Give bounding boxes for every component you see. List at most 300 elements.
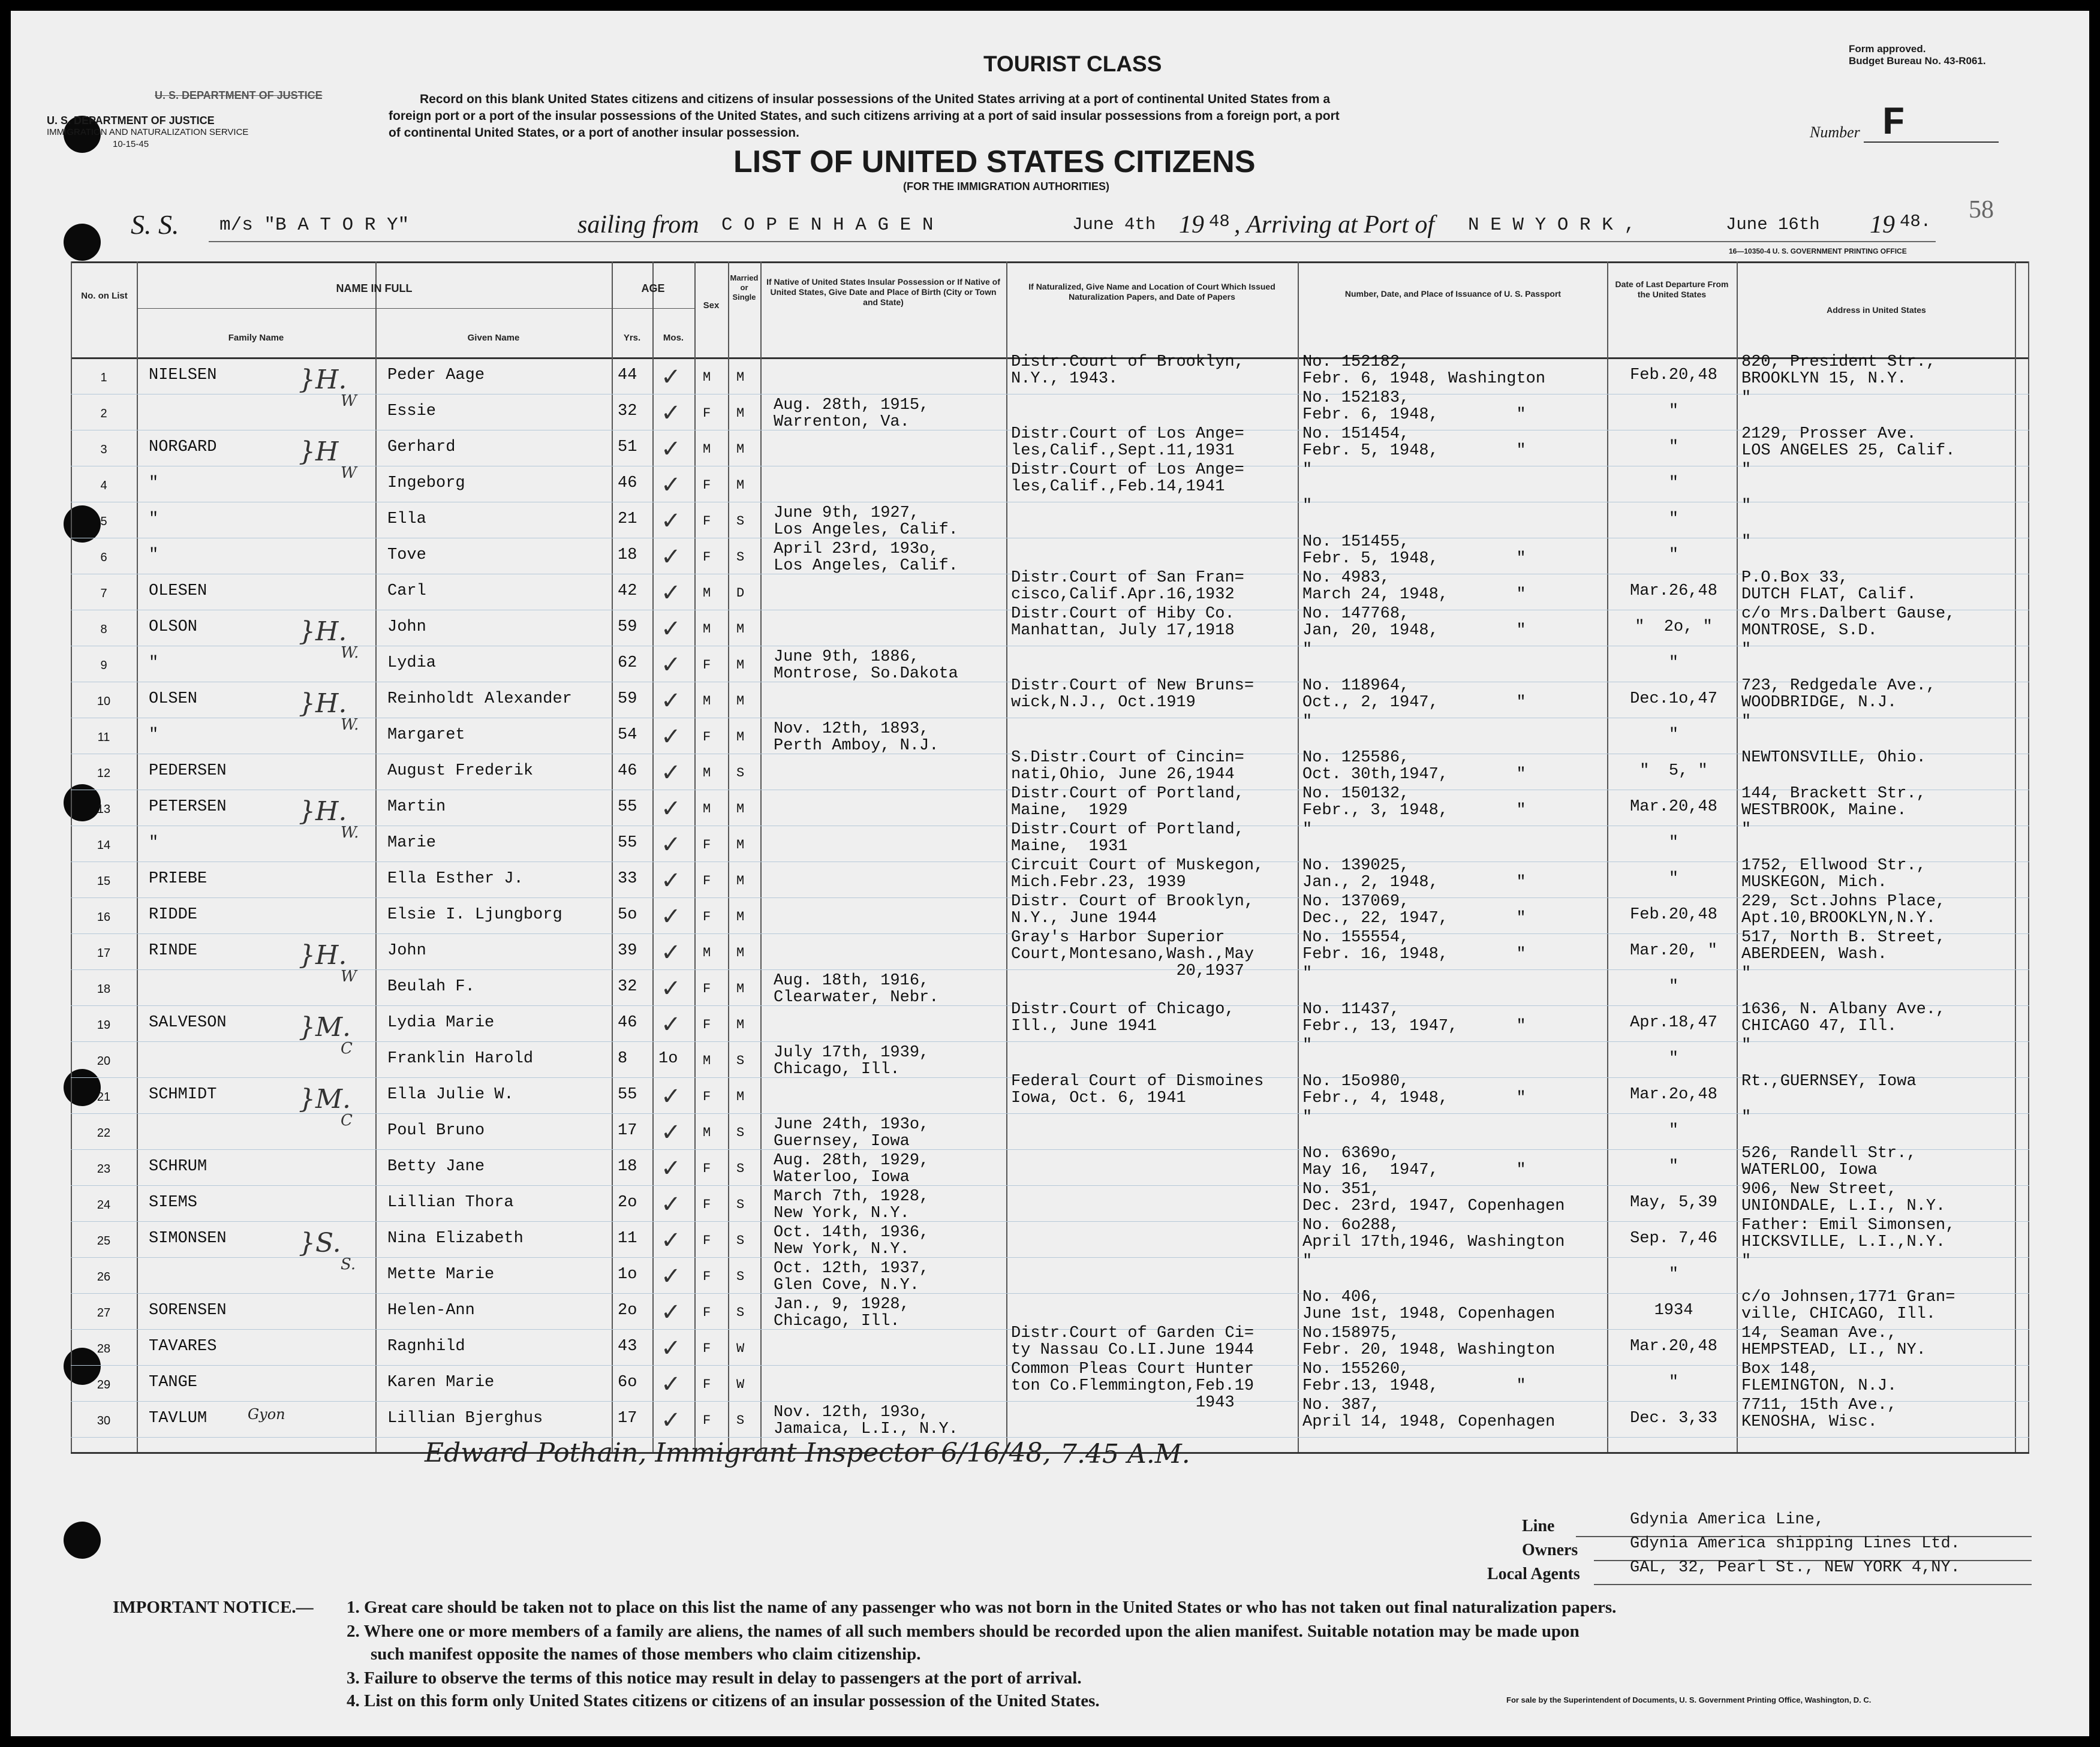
cell-departure: Apr.18,47 <box>1630 1014 1717 1032</box>
family-brace-mark: }H <box>299 436 339 467</box>
cell-departure: " 5, " <box>1639 762 1708 780</box>
cell-birth: June 24th, 193o, Guernsey, Iowa <box>774 1116 929 1150</box>
class-title: TOURIST CLASS <box>983 52 1162 76</box>
year-prefix-1: 19 <box>1179 211 1204 239</box>
cell-address: P.O.Box 33, DUTCH FLAT, Calif. <box>1741 569 1917 604</box>
header-married-single: Married or Single <box>730 273 759 302</box>
cell-naturalized: Distr.Court of Los Ange= les,Calif.,Sept.11,1931 <box>1011 425 1244 460</box>
check-mark-icon: ✓ <box>661 1263 681 1290</box>
cell-ms: M <box>736 909 745 924</box>
year-2: 48. <box>1900 212 1931 231</box>
cell-no: 21 <box>97 1091 111 1104</box>
cell-sex: F <box>703 874 711 888</box>
cell-passport: No. 406, June 1st, 1948, Copenhagen <box>1302 1288 1556 1323</box>
cell-no: 3 <box>100 443 107 456</box>
cell-address: " <box>1741 1252 1752 1270</box>
cell-passport: " <box>1302 965 1313 983</box>
cell-ms: S <box>736 514 745 529</box>
cell-departure: Feb.20,48 <box>1630 906 1717 924</box>
table-row <box>71 677 2029 718</box>
table-row <box>71 1216 2029 1258</box>
cell-address: 229, Sct.Johns Place, Apt.10,BROOKLYN,N.Y. <box>1741 893 1946 927</box>
check-mark-icon: ✓ <box>661 903 681 930</box>
cell-departure: Mar.20,48 <box>1630 1338 1717 1356</box>
cell-no: 22 <box>97 1126 111 1140</box>
intro-text-1: Record on this blank United States citizens and citizens of insular possessions of the United States arriving at a port of continental United States from a <box>420 92 1331 106</box>
cell-passport: No. 151454, Febr. 5, 1948, " <box>1302 425 1526 460</box>
check-mark-icon: ✓ <box>661 831 681 859</box>
family-brace-mark: W. <box>341 644 359 662</box>
cell-family: SALVESON <box>149 1014 227 1032</box>
family-brace-mark: }M. <box>299 1084 351 1115</box>
cell-yrs: 42 <box>618 582 637 600</box>
family-brace-mark: }S. <box>299 1228 341 1258</box>
table-row <box>71 1001 2029 1042</box>
check-mark-icon: ✓ <box>661 1119 681 1146</box>
year-1: 48 <box>1209 212 1230 231</box>
arriving-label: , Arriving at Port of <box>1234 211 1435 239</box>
arriving-date: June 16th <box>1726 215 1820 234</box>
agents-label: Local Agents <box>1487 1565 1580 1583</box>
cell-passport: No. 351, Dec. 23rd, 1947, Copenhagen <box>1302 1180 1565 1215</box>
cell-birth: July 17th, 1939, Chicago, Ill. <box>774 1044 929 1079</box>
cell-address: c/o Johnsen,1771 Gran= ville, CHICAGO, Ill. <box>1741 1288 1955 1323</box>
cell-address: 1752, Ellwood Str., MUSKEGON, Mich. <box>1741 857 1926 891</box>
cell-given: John <box>387 618 426 636</box>
cell-birth: Oct. 14th, 1936, New York, N.Y. <box>774 1224 929 1258</box>
cell-yrs: 32 <box>618 402 637 420</box>
cell-family: TANGE <box>149 1373 198 1391</box>
subtitle: (FOR THE IMMIGRATION AUTHORITIES) <box>903 180 1109 192</box>
cell-sex: F <box>703 1161 711 1176</box>
cell-no: 17 <box>97 947 111 960</box>
cell-yrs: 43 <box>618 1338 637 1356</box>
punch-hole <box>64 1522 101 1559</box>
cell-departure: May, 5,39 <box>1630 1194 1717 1212</box>
cell-naturalized: Distr.Court of Garden Ci= ty Nassau Co.LI.June 1944 <box>1011 1324 1254 1359</box>
cell-passport: No. 15o980, Febr., 4, 1948, " <box>1302 1073 1526 1107</box>
cell-yrs: 33 <box>618 870 637 888</box>
cell-sex: F <box>703 1377 711 1392</box>
check-mark-icon: ✓ <box>661 867 681 894</box>
family-brace-mark: }H. <box>299 365 347 395</box>
cell-no: 26 <box>97 1270 111 1284</box>
inspector-signature: Edward Pothain, Immigrant Inspector 6/16/48, <box>425 1438 1051 1468</box>
notice-item-2: 2. Where one or more members of a family are aliens, the names of all such members should be recorded upon the alien manifest. Suitable notation may be made upon <box>347 1622 1579 1641</box>
owners-label: Owners <box>1522 1541 1578 1559</box>
cell-yrs: 39 <box>618 942 637 960</box>
cell-sex: F <box>703 1341 711 1356</box>
cell-no: 16 <box>97 911 111 924</box>
manifest-rows <box>71 353 2029 1438</box>
cell-family: OLESEN <box>149 582 207 600</box>
cell-naturalized: Gray's Harbor Superior Court,Montesano,Wash.,May 20,1937 <box>1011 929 1254 980</box>
family-brace-mark: }H. <box>299 796 347 827</box>
number-label: Number <box>1810 124 1860 141</box>
cell-family: PRIEBE <box>149 870 207 888</box>
cell-given: Nina Elizabeth <box>387 1230 524 1248</box>
cell-yrs: 62 <box>618 654 637 672</box>
cell-no: 4 <box>100 479 107 492</box>
family-brace-mark: }H. <box>299 616 347 647</box>
cell-naturalized: Distr.Court of Portland, Maine, 1931 <box>1011 821 1244 856</box>
cell-departure: " <box>1668 654 1679 672</box>
cell-given: Margaret <box>387 726 465 744</box>
cell-no: 5 <box>100 515 107 528</box>
sailing-label: sailing from <box>577 211 699 239</box>
cell-passport: " <box>1302 461 1313 479</box>
cell-naturalized: Distr.Court of Brooklyn, N.Y., 1943. <box>1011 353 1244 388</box>
sale-note: For sale by the Superintendent of Documents, U. S. Government Printing Office, Washington, D. C. <box>1506 1695 1872 1704</box>
cell-given: Ragnhild <box>387 1338 465 1356</box>
cell-naturalized: Distr.Court of Los Ange= les,Calif.,Feb.14,1941 <box>1011 461 1244 496</box>
cell-given: Gerhard <box>387 438 456 456</box>
family-brace-mark: W <box>341 968 357 986</box>
cell-sex: F <box>703 406 711 421</box>
cell-sex: F <box>703 1305 711 1320</box>
header-name-in-full: NAME IN FULL <box>336 282 413 294</box>
cell-ms: S <box>736 1233 745 1248</box>
cell-no: 28 <box>97 1342 111 1356</box>
cell-ms: D <box>736 586 745 601</box>
cell-birth: Aug. 18th, 1916, Clearwater, Nebr. <box>774 972 939 1007</box>
cell-yrs: 55 <box>618 834 637 852</box>
cell-address: 906, New Street, UNIONDALE, L.I., N.Y. <box>1741 1180 1946 1215</box>
cell-no: 24 <box>97 1198 111 1212</box>
cell-passport: No. 387, April 14, 1948, Copenhagen <box>1302 1396 1556 1431</box>
cell-yrs: 46 <box>618 762 637 780</box>
cell-sex: F <box>703 1017 711 1032</box>
cell-departure: " <box>1668 726 1679 744</box>
cell-given: Mette Marie <box>387 1266 495 1284</box>
cell-yrs: 46 <box>618 1014 637 1032</box>
cell-address: c/o Mrs.Dalbert Gause, MONTROSE, S.D. <box>1741 605 1955 640</box>
cell-no: 18 <box>97 983 111 996</box>
cell-ms: M <box>736 802 745 817</box>
cell-ms: M <box>736 478 745 493</box>
cell-departure: Sep. 7,46 <box>1630 1230 1717 1248</box>
family-brace-mark: S. <box>341 1255 356 1273</box>
cell-ms: M <box>736 1089 745 1104</box>
table-row <box>71 929 2029 980</box>
cell-yrs: 5o <box>618 906 637 924</box>
cell-ms: M <box>736 622 745 637</box>
cell-ms: S <box>736 766 745 781</box>
cell-ms: M <box>736 730 745 745</box>
cell-departure: Mar.20, " <box>1630 942 1717 960</box>
header-address: Address in United States <box>1827 305 1926 315</box>
cell-sex: F <box>703 1413 711 1428</box>
cell-yrs: 54 <box>618 726 637 744</box>
cell-address: 723, Redgedale Ave., WOODBRIDGE, N.J. <box>1741 677 1936 712</box>
cell-birth: June 9th, 1927, Los Angeles, Calif. <box>774 504 958 539</box>
cell-passport: No. 151455, Febr. 5, 1948, " <box>1302 533 1526 568</box>
header-given-name: Given Name <box>467 333 520 343</box>
cell-passport: No. 118964, Oct., 2, 1947, " <box>1302 677 1526 712</box>
table-row <box>71 497 2029 539</box>
cell-address: " <box>1741 1109 1752 1126</box>
notice-item-1: 1. Great care should be taken not to place on this list the name of any passenger who was not born in the United States or who has not taken out final naturalization papers. <box>347 1598 1617 1617</box>
cell-birth: Aug. 28th, 1915, Warrenton, Va. <box>774 396 929 431</box>
cell-family: " <box>149 474 159 492</box>
cell-departure: " 2o, " <box>1635 618 1713 636</box>
header-no-on-list: No. on List <box>81 291 128 301</box>
cell-given: Poul Bruno <box>387 1122 485 1140</box>
cell-sex: F <box>703 730 711 745</box>
cell-address: 7711, 15th Ave., KENOSHA, Wisc. <box>1741 1396 1897 1431</box>
cell-sex: M <box>703 442 711 457</box>
notice-label: IMPORTANT NOTICE.— <box>113 1598 314 1617</box>
cell-departure: 1934 <box>1654 1302 1693 1320</box>
cell-sex: F <box>703 1269 711 1284</box>
cell-passport: " <box>1302 713 1313 731</box>
check-mark-icon: ✓ <box>661 1299 681 1326</box>
ss-label: S. S. <box>131 209 179 240</box>
table-row <box>71 1360 2029 1412</box>
cell-given: Lillian Thora <box>387 1194 514 1212</box>
voyage-underline <box>209 241 1936 242</box>
check-mark-icon: ✓ <box>661 1191 681 1218</box>
cell-no: 23 <box>97 1162 111 1176</box>
arrival-time: 7.45 A.M. <box>1060 1439 1190 1469</box>
department-label: U. S. DEPARTMENT OF JUSTICE <box>47 115 215 126</box>
table-row <box>71 1396 2029 1438</box>
check-mark-icon: ✓ <box>661 435 681 463</box>
family-brace-mark: W. <box>341 824 359 842</box>
arriving-port: N E W Y O R K , <box>1468 215 1636 236</box>
cell-no: 10 <box>97 695 111 708</box>
family-brace-mark: }M. <box>299 1012 351 1043</box>
cell-family: NORGARD <box>149 438 217 456</box>
cell-ms: S <box>736 1053 745 1068</box>
cell-naturalized: Distr.Court of Chicago, Ill., June 1941 <box>1011 1001 1235 1035</box>
cell-naturalized: Distr. Court of Brooklyn, N.Y., June 1944 <box>1011 893 1254 927</box>
cell-family: PETERSEN <box>149 798 227 816</box>
table-row <box>71 605 2029 646</box>
table-row <box>71 1180 2029 1222</box>
check-mark-icon: ✓ <box>661 363 681 391</box>
cell-address: 517, North B. Street, ABERDEEN, Wash. <box>1741 929 1946 963</box>
cell-passport: No. 155260, Febr.13, 1948, " <box>1302 1360 1526 1395</box>
cell-departure: " <box>1668 1050 1679 1068</box>
cell-passport: No. 152182, Febr. 6, 1948, Washington <box>1302 353 1546 388</box>
printing-office: 16—10350-4 U. S. GOVERNMENT PRINTING OFFICE <box>1729 247 1907 255</box>
cell-sex: M <box>703 802 711 817</box>
cell-sex: F <box>703 838 711 853</box>
check-mark-icon: ✓ <box>661 651 681 679</box>
cell-given: Helen-Ann <box>387 1302 475 1320</box>
cell-yrs: 2o <box>618 1302 637 1320</box>
cell-passport: No. 139025, Jan., 2, 1948, " <box>1302 857 1526 891</box>
cell-naturalized: Distr.Court of Hiby Co. Manhattan, July 17,1918 <box>1011 605 1235 640</box>
check-mark-icon: ✓ <box>661 759 681 787</box>
notice-item-3: 3. Failure to observe the terms of this notice may result in delay to passengers at the port of arrival. <box>347 1668 1082 1688</box>
cell-yrs: 21 <box>618 510 637 528</box>
cell-departure: " <box>1668 474 1679 492</box>
cell-sex: F <box>703 1233 711 1248</box>
intro-text-2: foreign port or a port of the insular possessions of the United States, and such citizens arriving at a port of said insular possessions from a foreign port, a port <box>389 109 1340 123</box>
punch-hole <box>64 224 101 261</box>
cell-sex: F <box>703 478 711 493</box>
cell-yrs: 18 <box>618 546 637 564</box>
sailing-date: June 4th <box>1072 215 1156 234</box>
notice-item-4: 4. List on this form only United States citizens or citizens of an insular possession of the United States. <box>347 1691 1100 1710</box>
cell-passport: " <box>1302 1037 1313 1055</box>
cell-address: " <box>1741 821 1752 839</box>
cell-no: 1 <box>100 371 107 384</box>
cell-passport: No. 137069, Dec., 22, 1947, " <box>1302 893 1526 927</box>
cell-sex: F <box>703 1089 711 1104</box>
header-mos: Mos. <box>663 333 684 343</box>
cell-ms: S <box>736 1305 745 1320</box>
cell-family: SCHRUM <box>149 1158 207 1176</box>
cell-no: 25 <box>97 1234 111 1248</box>
family-brace-mark: W. <box>341 716 359 734</box>
cell-birth: June 9th, 1886, Montrose, So.Dakota <box>774 648 958 683</box>
page-number: 58 <box>1969 196 1994 224</box>
tavlum-note: Gyon <box>248 1406 285 1423</box>
manifest-page <box>11 11 2089 1736</box>
cell-departure: " <box>1668 546 1679 564</box>
cell-no: 30 <box>97 1414 111 1427</box>
cell-passport: " <box>1302 821 1313 839</box>
cell-address: " <box>1741 461 1752 479</box>
cell-no: 6 <box>100 551 107 564</box>
cell-passport: " <box>1302 1252 1313 1270</box>
cell-yrs: 44 <box>618 366 637 384</box>
table-row <box>71 1252 2029 1294</box>
cell-yrs: 55 <box>618 1086 637 1104</box>
cell-departure: " <box>1668 402 1679 420</box>
agents-value: GAL, 32, Pearl St., NEW YORK 4,NY. <box>1630 1559 1960 1577</box>
cell-family: OLSEN <box>149 690 198 708</box>
cell-family: " <box>149 546 159 564</box>
cell-no: 7 <box>100 587 107 600</box>
number-value: F <box>1882 101 1906 146</box>
cell-ms: M <box>736 945 745 960</box>
cell-address: 1636, N. Albany Ave., CHICAGO 47, Ill. <box>1741 1001 1946 1035</box>
cell-sex: M <box>703 586 711 601</box>
cell-birth: Jan., 9, 1928, Chicago, Ill. <box>774 1296 910 1330</box>
cell-birth: April 23rd, 193o, Los Angeles, Calif. <box>774 540 958 575</box>
cell-address: 14, Seaman Ave., HEMPSTEAD, LI., NY. <box>1741 1324 1926 1359</box>
cell-passport: No.158975, Febr. 20, 1948, Washington <box>1302 1324 1556 1359</box>
owners-value: Gdynia America shipping Lines Ltd. <box>1630 1535 1960 1553</box>
cell-yrs: 2o <box>618 1194 637 1212</box>
cell-given: Ella <box>387 510 426 528</box>
notice-item-2-cont: such manifest opposite the names of those members who claim citizenship. <box>371 1644 921 1664</box>
cell-ms: S <box>736 1125 745 1140</box>
cell-address: " <box>1741 533 1752 551</box>
cell-given: Lydia Marie <box>387 1014 495 1032</box>
cell-family: " <box>149 726 159 744</box>
cell-address: 820, President Str., BROOKLYN 15, N.Y. <box>1741 353 1936 388</box>
cell-given: Franklin Harold <box>387 1050 534 1068</box>
subheader-rule <box>612 308 694 309</box>
cell-sex: M <box>703 370 711 385</box>
cell-ms: S <box>736 1269 745 1284</box>
cell-sex: M <box>703 1053 711 1068</box>
cell-mos: 1o <box>658 1050 678 1068</box>
main-title: LIST OF UNITED STATES CITIZENS <box>733 144 1256 179</box>
cell-given: Peder Aage <box>387 366 485 384</box>
cell-passport: No. 11437, Febr., 13, 1947, " <box>1302 1001 1526 1035</box>
check-mark-icon: ✓ <box>661 1083 681 1110</box>
cell-family: " <box>149 834 159 852</box>
cell-family: " <box>149 510 159 528</box>
cell-given: Lydia <box>387 654 437 672</box>
cell-departure: " <box>1668 1158 1679 1176</box>
cell-yrs: 59 <box>618 690 637 708</box>
check-mark-icon: ✓ <box>661 723 681 751</box>
cell-given: Lillian Bjerghus <box>387 1409 543 1427</box>
header-naturalized: If Naturalized, Give Name and Location of Court Which Issued Naturalization Papers, and Date of Papers <box>1028 282 1275 302</box>
cell-given: Beulah F. <box>387 978 475 996</box>
cell-family: NIELSEN <box>149 366 217 384</box>
cell-sex: M <box>703 1125 711 1140</box>
cell-ms: M <box>736 981 745 996</box>
cell-given: Elsie I. Ljungborg <box>387 906 562 924</box>
table-row <box>71 1144 2029 1186</box>
cell-sex: F <box>703 658 711 673</box>
cell-passport: No. 6o288, April 17th,1946, Washington <box>1302 1216 1565 1251</box>
agents-underline <box>1594 1584 2032 1585</box>
cell-yrs: 59 <box>618 618 637 636</box>
table-row <box>71 1109 2029 1150</box>
cell-yrs: 46 <box>618 474 637 492</box>
family-brace-mark: C <box>341 1040 353 1058</box>
cell-yrs: 17 <box>618 1409 637 1427</box>
table-top-rule <box>71 261 2029 263</box>
cell-naturalized: S.Distr.Court of Cincin= nati,Ohio, June 26,1944 <box>1011 749 1244 784</box>
cell-given: Betty Jane <box>387 1158 485 1176</box>
cell-address: 2129, Prosser Ave. LOS ANGELES 25, Calif. <box>1741 425 1955 460</box>
cell-passport: No. 125586, Oct. 30th,1947, " <box>1302 749 1526 784</box>
cell-departure: Mar.20,48 <box>1630 798 1717 816</box>
cell-family: TAVARES <box>149 1338 217 1356</box>
table-row <box>71 353 2029 394</box>
cell-passport: No. 147768, Jan, 20, 1948, " <box>1302 605 1526 640</box>
subheader-rule <box>137 308 652 309</box>
cell-ms: M <box>736 370 745 385</box>
cell-family: " <box>149 654 159 672</box>
cell-yrs: 11 <box>618 1230 637 1248</box>
cell-departure: " <box>1668 438 1679 456</box>
cell-passport: No. 150132, Febr., 3, 1948, " <box>1302 785 1526 820</box>
cell-birth: Nov. 12th, 1893, Perth Amboy, N.J. <box>774 720 939 755</box>
cell-ms: M <box>736 1017 745 1032</box>
cell-address: " <box>1741 497 1752 515</box>
cell-no: 8 <box>100 623 107 636</box>
cell-address: " <box>1741 965 1752 983</box>
cell-yrs: 8 <box>618 1050 628 1068</box>
cell-yrs: 55 <box>618 798 637 816</box>
cell-departure: " <box>1668 510 1679 528</box>
cell-sex: M <box>703 622 711 637</box>
check-mark-icon: ✓ <box>661 579 681 607</box>
manifest-table <box>71 261 2029 1460</box>
cell-departure: Mar.2o,48 <box>1630 1086 1717 1104</box>
cell-sex: F <box>703 550 711 565</box>
family-brace-mark: W <box>341 392 357 410</box>
cell-yrs: 32 <box>618 978 637 996</box>
service-label: IMMIGRATION AND NATURALIZATION SERVICE <box>47 127 249 137</box>
check-mark-icon: ✓ <box>661 1155 681 1182</box>
cell-given: Reinholdt Alexander <box>387 690 572 708</box>
cell-birth: Aug. 28th, 1929, Waterloo, Iowa <box>774 1152 929 1186</box>
check-mark-icon: ✓ <box>661 1371 681 1398</box>
cell-naturalized: Common Pleas Court Hunter ton Co.Flemmington,Feb.19 1943 <box>1011 1360 1254 1412</box>
